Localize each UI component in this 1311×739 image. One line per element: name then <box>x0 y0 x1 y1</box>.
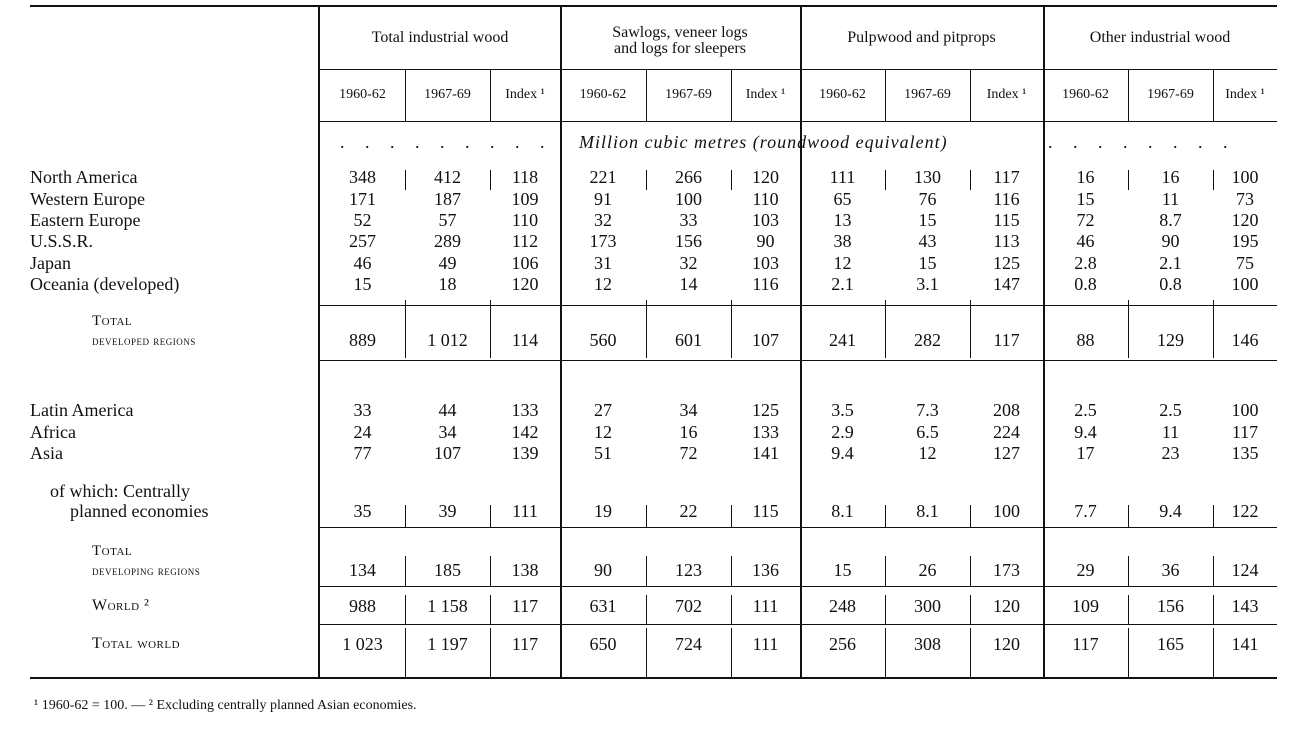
table-cell: 2.9 <box>831 422 854 442</box>
table-cell: 6.5 <box>916 422 939 442</box>
table-cell: 116 <box>752 274 779 294</box>
table-cell: 724 <box>675 634 702 654</box>
table-cell: 46 <box>1076 231 1095 251</box>
table-cell: 9.4 <box>831 443 854 463</box>
table-cell: 72 <box>1076 210 1095 230</box>
table-cell: 100 <box>1231 274 1259 294</box>
table-cell: 118 <box>511 167 539 187</box>
table-cell: 988 <box>349 596 376 616</box>
table-cell: 111 <box>752 596 779 616</box>
table-cell: 141 <box>1231 634 1259 654</box>
table-cell: 187 <box>434 189 461 209</box>
table-cell: 141 <box>752 443 779 463</box>
table-cell: 601 <box>675 330 702 350</box>
table-cell: 631 <box>589 596 617 616</box>
table-cell: 24 <box>353 422 372 442</box>
table-cell: 125 <box>993 253 1020 273</box>
unit-leader-left: . . . . . . . . . <box>340 132 553 152</box>
table-cell: 117 <box>993 167 1020 187</box>
table-cell: 127 <box>993 443 1020 463</box>
table-cell: 120 <box>993 634 1020 654</box>
table-cell: 16 <box>1076 167 1095 187</box>
table-cell: 76 <box>918 189 937 209</box>
table-cell: 348 <box>349 167 376 187</box>
table-cell: 114 <box>511 330 539 350</box>
table-cell: 11 <box>1161 422 1180 442</box>
table-cell: 38 <box>833 231 852 251</box>
row-label: Total <box>92 313 133 329</box>
column-group-header: Total industrial wood <box>371 29 509 46</box>
table-cell: 0.8 <box>1159 274 1182 294</box>
table-cell: 146 <box>1231 330 1259 350</box>
table-cell: 1 197 <box>427 634 468 654</box>
table-cell: 300 <box>914 596 941 616</box>
table-cell: 113 <box>993 231 1020 251</box>
cpe-bottom-rule <box>320 527 1277 528</box>
table-cell: 107 <box>752 330 779 350</box>
table-cell: 2.8 <box>1074 253 1097 273</box>
table-cell: 100 <box>1231 167 1259 187</box>
table-cell: 33 <box>679 210 698 230</box>
table-cell: 19 <box>594 501 612 521</box>
table-cell: 116 <box>993 189 1020 209</box>
table-cell: 73 <box>1236 189 1254 209</box>
table-cell: 15 <box>918 253 937 273</box>
table-cell: 412 <box>434 167 461 187</box>
table-cell: 88 <box>1076 330 1095 350</box>
table-top-rule <box>30 5 1277 7</box>
table-cell: 16 <box>679 422 698 442</box>
column-subheader: Index ¹ <box>505 87 545 102</box>
table-cell: 117 <box>1231 422 1259 442</box>
table-cell: 289 <box>434 231 461 251</box>
table-cell: 18 <box>438 274 457 294</box>
table-cell: 248 <box>829 596 856 616</box>
table-cell: 44 <box>438 400 457 420</box>
table-cell: 34 <box>438 422 457 442</box>
table-cell: 32 <box>594 210 612 230</box>
table-cell: 32 <box>679 253 698 273</box>
table-cell: 560 <box>589 330 617 350</box>
table-cell: 112 <box>511 231 539 251</box>
row-label: North America <box>30 167 138 187</box>
table-cell: 120 <box>752 167 779 187</box>
table-cell: 15 <box>1076 189 1095 209</box>
table-cell: 57 <box>438 210 457 230</box>
table-cell: 39 <box>438 501 457 521</box>
column-group-header: Other industrial wood <box>1089 29 1231 46</box>
column-group-header: Sawlogs, veneer logs and logs for sleepers <box>612 24 748 57</box>
column-subheader: 1967-69 <box>904 87 951 102</box>
table-cell: 2.1 <box>831 274 854 294</box>
table-cell: 115 <box>752 501 779 521</box>
table-cell: 117 <box>511 596 539 616</box>
table-cell: 173 <box>589 231 617 251</box>
table-cell: 208 <box>993 400 1020 420</box>
table-cell: 77 <box>353 443 372 463</box>
table-cell: 266 <box>675 167 702 187</box>
table-cell: 7.7 <box>1074 501 1097 521</box>
table-cell: 15 <box>353 274 372 294</box>
developed-total-bottom-rule <box>320 360 1277 361</box>
table-cell: 129 <box>1157 330 1184 350</box>
table-cell: 124 <box>1231 560 1259 580</box>
column-subheader: 1967-69 <box>424 87 471 102</box>
developed-total-top-rule <box>320 305 1277 306</box>
table-cell: 49 <box>438 253 457 273</box>
table-cell: 34 <box>679 400 698 420</box>
column-group-header: Pulpwood and pitprops <box>847 29 996 46</box>
table-cell: 8.1 <box>831 501 854 521</box>
footnote: ¹ 1960-62 = 100. — ² Excluding centrally planned Asian economies. <box>34 698 417 713</box>
row-label: planned economies <box>70 501 209 521</box>
table-cell: 29 <box>1076 560 1095 580</box>
table-cell: 135 <box>1231 443 1259 463</box>
table-cell: 65 <box>833 189 852 209</box>
table-cell: 8.7 <box>1159 210 1182 230</box>
table-cell: 2.5 <box>1074 400 1097 420</box>
table-cell: 107 <box>434 443 461 463</box>
table-cell: 14 <box>679 274 698 294</box>
table-cell: 11 <box>1161 189 1180 209</box>
table-cell: 46 <box>353 253 372 273</box>
table-cell: 138 <box>511 560 539 580</box>
unit-line: Million cubic metres (roundwood equivalent) <box>579 132 948 152</box>
table-cell: 143 <box>1231 596 1259 616</box>
table-cell: 257 <box>349 231 376 251</box>
table-cell: 133 <box>752 422 779 442</box>
table-cell: 111 <box>752 634 779 654</box>
table-cell: 185 <box>434 560 461 580</box>
unit-leader-right: . . . . . . . . <box>1048 132 1236 152</box>
table-cell: 9.4 <box>1159 501 1182 521</box>
table-cell: 12 <box>594 274 612 294</box>
table-cell: 31 <box>594 253 612 273</box>
table-cell: 7.3 <box>916 400 939 420</box>
table-cell: 23 <box>1161 443 1180 463</box>
table-cell: 12 <box>918 443 937 463</box>
row-label: Africa <box>30 422 76 442</box>
table-cell: 134 <box>349 560 376 580</box>
table-cell: 1 158 <box>427 596 468 616</box>
table-cell: 109 <box>511 189 539 209</box>
row-label: Asia <box>30 443 63 463</box>
table-cell: 115 <box>993 210 1020 230</box>
table-bottom-rule <box>30 677 1277 679</box>
column-subheader: Index ¹ <box>986 87 1027 102</box>
column-subheader: 1960-62 <box>1062 87 1109 102</box>
table-cell: 195 <box>1231 231 1259 251</box>
table-cell: 0.8 <box>1074 274 1097 294</box>
table-cell: 139 <box>511 443 539 463</box>
table-cell: 136 <box>752 560 779 580</box>
table-cell: 889 <box>349 330 376 350</box>
table-cell: 221 <box>589 167 617 187</box>
table-cell: 133 <box>511 400 539 420</box>
table-cell: 173 <box>993 560 1020 580</box>
table-cell: 130 <box>914 167 941 187</box>
table-cell: 111 <box>512 501 538 521</box>
table-cell: 33 <box>353 400 372 420</box>
table-cell: 650 <box>589 634 617 654</box>
row-label: Total <box>92 543 133 559</box>
table-cell: 27 <box>594 400 612 420</box>
table-cell: 3.5 <box>831 400 854 420</box>
table-cell: 120 <box>993 596 1020 616</box>
column-subheader: 1960-62 <box>579 87 627 102</box>
table-cell: 75 <box>1236 253 1254 273</box>
row-label: of which: Centrally <box>50 481 190 501</box>
table-cell: 142 <box>511 422 539 442</box>
table-cell: 120 <box>511 274 539 294</box>
table-cell: 256 <box>829 634 856 654</box>
table-cell: 16 <box>1161 167 1180 187</box>
column-subheader: 1967-69 <box>665 87 712 102</box>
table-cell: 147 <box>993 274 1020 294</box>
table-cell: 241 <box>829 330 856 350</box>
column-subheader: 1967-69 <box>1147 87 1194 102</box>
table-cell: 117 <box>1072 634 1099 654</box>
table-cell: 103 <box>752 210 779 230</box>
row-label: Eastern Europe <box>30 210 141 230</box>
table-cell: 90 <box>594 560 612 580</box>
table-cell: 9.4 <box>1074 422 1097 442</box>
table-cell: 282 <box>914 330 941 350</box>
table-cell: 120 <box>1231 210 1259 230</box>
column-subheader: 1960-62 <box>819 87 866 102</box>
developing-total-bottom-rule <box>320 586 1277 587</box>
column-subheader: 1960-62 <box>339 87 386 102</box>
table-cell: 52 <box>353 210 372 230</box>
table-cell: 51 <box>594 443 612 463</box>
table-cell: 702 <box>675 596 702 616</box>
table-cell: 90 <box>756 231 775 251</box>
table-cell: 13 <box>833 210 852 230</box>
table-cell: 15 <box>918 210 937 230</box>
table-cell: 2.5 <box>1159 400 1182 420</box>
table-cell: 1 023 <box>342 634 383 654</box>
table-cell: 1 012 <box>427 330 468 350</box>
table-cell: 109 <box>1072 596 1099 616</box>
table-cell: 122 <box>1231 501 1259 521</box>
row-label: Oceania (developed) <box>30 274 180 294</box>
header-year-rule <box>320 121 1277 122</box>
table-cell: 123 <box>675 560 702 580</box>
table-cell: 2.1 <box>1159 253 1182 273</box>
table-cell: 100 <box>993 501 1020 521</box>
table-cell: 156 <box>1157 596 1184 616</box>
table-cell: 17 <box>1076 443 1095 463</box>
row-label: developed regions <box>92 333 196 348</box>
table-cell: 15 <box>833 560 852 580</box>
table-cell: 156 <box>675 231 702 251</box>
table-cell: 125 <box>752 400 779 420</box>
table-cell: 100 <box>675 189 702 209</box>
row-label: developing regions <box>92 563 201 578</box>
row-label: Total world <box>92 635 181 652</box>
table-cell: 106 <box>511 253 539 273</box>
table-cell: 111 <box>829 167 856 187</box>
row-label: World ² <box>92 597 150 614</box>
table-cell: 72 <box>679 443 698 463</box>
table-cell: 26 <box>918 560 937 580</box>
header-group-rule <box>320 69 1277 70</box>
table-cell: 117 <box>993 330 1020 350</box>
table-cell: 91 <box>594 189 612 209</box>
table-cell: 308 <box>914 634 941 654</box>
table-cell: 36 <box>1161 560 1180 580</box>
table-cell: 117 <box>511 634 539 654</box>
column-subheader: Index ¹ <box>1225 87 1265 102</box>
table-cell: 3.1 <box>916 274 939 294</box>
world-bottom-rule <box>320 624 1277 625</box>
table-cell: 165 <box>1157 634 1184 654</box>
table-cell: 8.1 <box>916 501 939 521</box>
table-cell: 100 <box>1231 400 1259 420</box>
row-label: U.S.S.R. <box>30 231 94 251</box>
column-subheader: Index ¹ <box>745 87 786 102</box>
row-label: Japan <box>30 253 71 273</box>
table-cell: 110 <box>511 210 539 230</box>
table-cell: 35 <box>353 501 372 521</box>
table-cell: 110 <box>752 189 779 209</box>
row-label: Latin America <box>30 400 134 420</box>
table-cell: 43 <box>918 231 937 251</box>
table-cell: 103 <box>752 253 779 273</box>
table-cell: 22 <box>679 501 698 521</box>
table-cell: 90 <box>1161 231 1180 251</box>
table-cell: 224 <box>993 422 1020 442</box>
table-cell: 12 <box>833 253 852 273</box>
table-cell: 12 <box>594 422 612 442</box>
row-label: Western Europe <box>30 189 146 209</box>
table-cell: 171 <box>349 189 376 209</box>
